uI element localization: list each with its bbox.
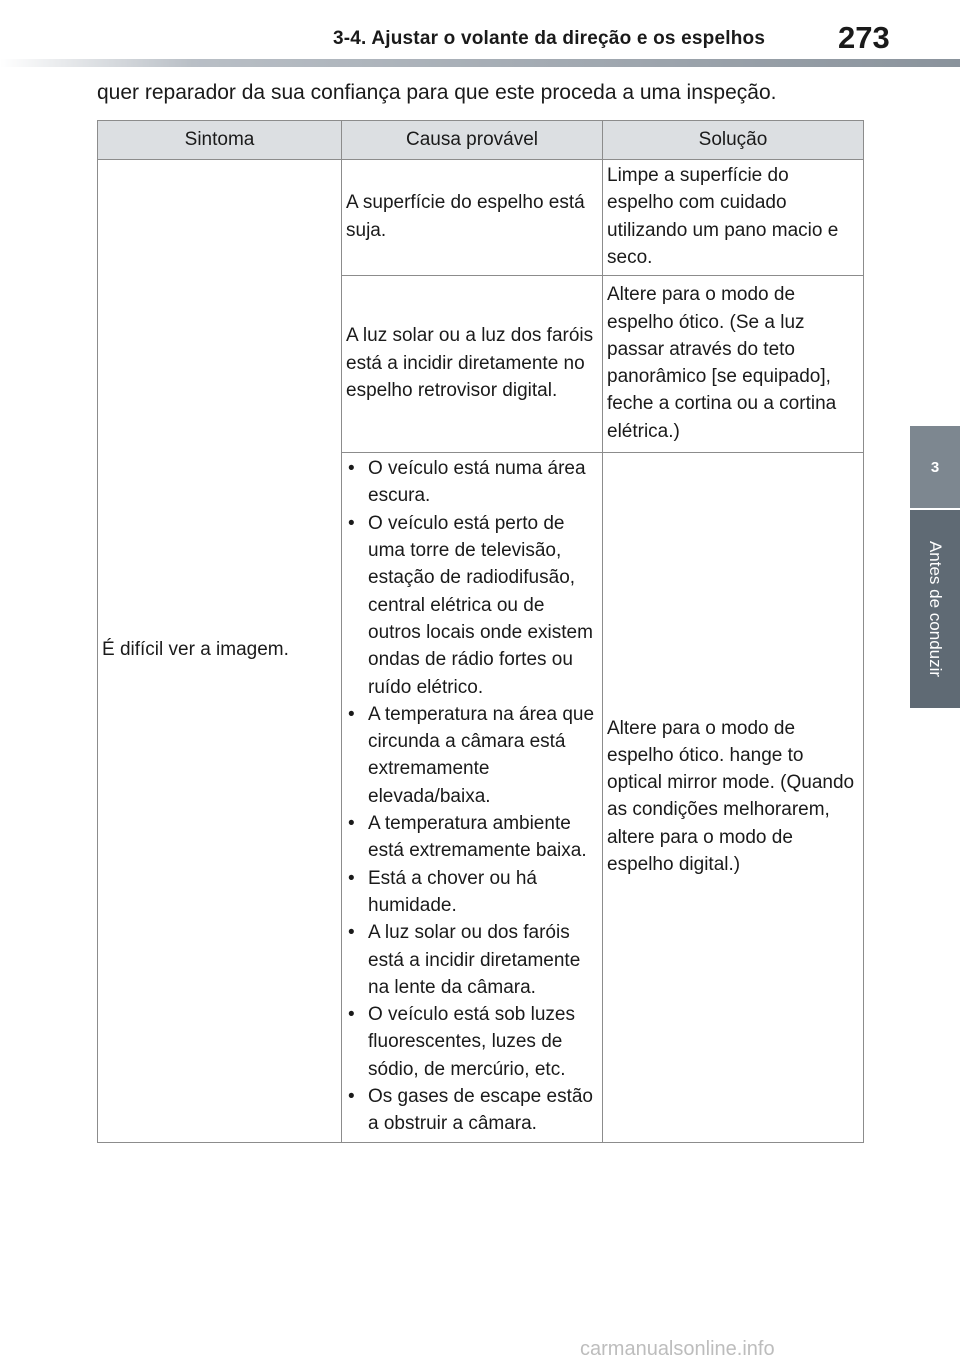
- header-solution: Solução: [603, 121, 864, 160]
- solution-cell: Altere para o modo de espelho ótico. hange to optical mirror mode. (Quando as condições melhorarem, altere para o modo de espelho digital.): [603, 453, 864, 1142]
- solution-cell: Limpe a superfície do espelho com cuidado utilizando um pano macio e seco.: [603, 160, 864, 276]
- chapter-tab-number: 3: [910, 426, 960, 508]
- cause-cell: [342, 453, 603, 1142]
- section-title: 3-4. Ajustar o volante da direção e os espelhos: [333, 28, 766, 49]
- cause-list: [346, 455, 598, 1137]
- solution-cell: Altere para o modo de espelho ótico. (Se a luz passar através do teto panorâmico [se equipado], feche a cortina ou a cortina elétrica.): [603, 276, 864, 453]
- cause-cell: A superfície do espelho está suja.: [342, 160, 603, 276]
- list-item: • O veículo está perto de uma torre de televisão, estação de radiodifusão, central elétrica ou de outros locais onde existem ondas de rádio fortes ou ruído elétrico.: [346, 510, 598, 701]
- list-item: • O veículo está numa área escura.: [346, 455, 598, 510]
- intro-text: quer reparador da sua confiança para que este proceda a uma inspeção.: [97, 81, 777, 104]
- list-item: • A temperatura ambiente está extremamente baixa.: [346, 810, 598, 865]
- list-item: • O veículo está sob luzes fluorescentes, luzes de sódio, de mercúrio, etc.: [346, 1001, 598, 1083]
- symptom-cell: É difícil ver a imagem.: [98, 160, 342, 1143]
- cause-cell: A luz solar ou a luz dos faróis está a incidir diretamente no espelho retrovisor digital.: [342, 276, 603, 453]
- header-symptom: Sintoma: [98, 121, 342, 160]
- table-row: [98, 160, 864, 276]
- chapter-tab-label: [910, 510, 960, 708]
- watermark-text: carmanualsonline.info: [580, 1338, 775, 1360]
- header-rule: [0, 59, 960, 67]
- list-item: • Os gases de escape estão a obstruir a câmara.: [346, 1083, 598, 1138]
- symptom-table: [97, 120, 864, 1143]
- header-cause: Causa provável: [342, 121, 603, 160]
- page-number: 273: [838, 20, 890, 55]
- list-item: • A luz solar ou dos faróis está a incidir diretamente na lente da câmara.: [346, 919, 598, 1001]
- list-item: • Está a chover ou há humidade.: [346, 865, 598, 920]
- chapter-tab-label-text: Antes de conduzir: [926, 540, 945, 678]
- table-header-row: [98, 121, 864, 160]
- list-item: • A temperatura na área que circunda a câmara está extremamente elevada/baixa.: [346, 701, 598, 810]
